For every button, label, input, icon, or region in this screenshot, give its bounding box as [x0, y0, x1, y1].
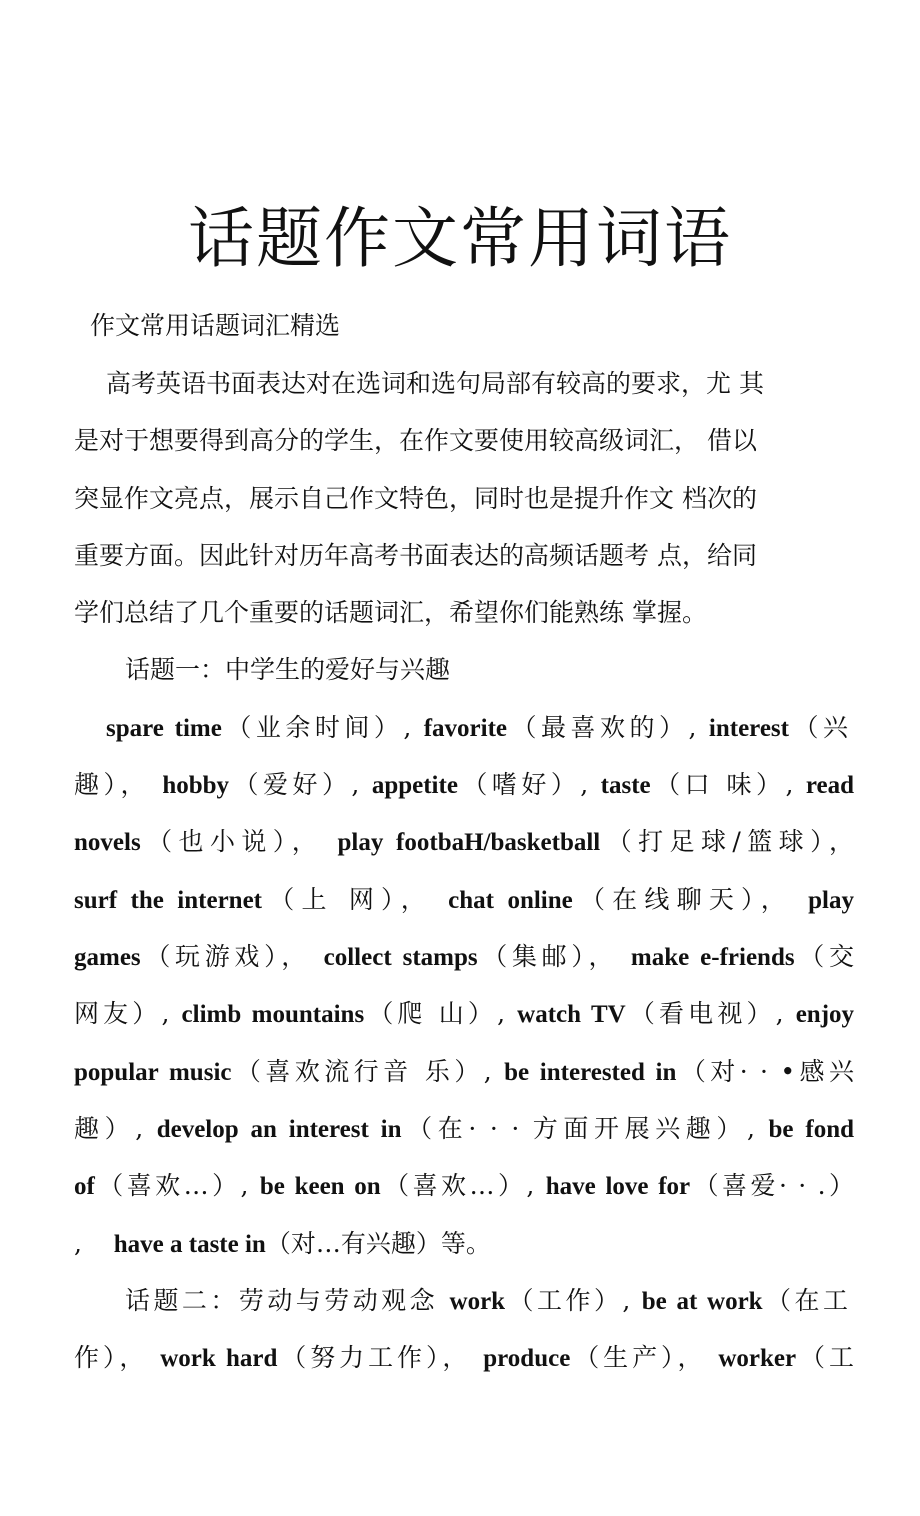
vocab-term: surf the internet [74, 887, 263, 914]
vocab-term: work hard [160, 1345, 278, 1372]
vocab-line [106, 708, 848, 744]
vocab-gloss: （喜爱· · .） [690, 1171, 855, 1200]
vocab-gloss: （集邮）， [477, 942, 619, 971]
vocab-term: have love for [545, 1173, 691, 1200]
vocab-gloss: （打足球/篮球）， [600, 827, 854, 856]
intro-line-5: 学们总结了几个重要的话题词汇，希望你们能熟练 掌握。 [74, 598, 707, 627]
vocab-gloss: （上 网）， [262, 885, 433, 914]
vocab-gloss: （对· · •感兴 [676, 1057, 854, 1086]
vocab-gloss: （生产）， [570, 1343, 707, 1372]
page-title: 话题作文常用词语 [188, 200, 732, 277]
vocab-term: spare time [106, 715, 222, 742]
vocab-line [74, 994, 854, 1030]
vocab-term: chat online [448, 887, 573, 914]
vocab-line [74, 1166, 854, 1202]
vocab-gloss: （口 味）, [650, 770, 794, 799]
vocab-gloss: （交 [794, 942, 854, 971]
vocab-gloss: （玩游戏）， [140, 942, 311, 971]
subtitle: 作文常用话题词汇精选 [90, 311, 341, 340]
vocab-gloss: （喜欢…）, [380, 1171, 535, 1200]
vocab-term: read [805, 772, 854, 799]
topic2-heading: 话题二：劳动与劳动观念 [125, 1286, 439, 1315]
vocab-gloss: （兴 [788, 713, 848, 742]
vocab-term: work [449, 1288, 506, 1315]
vocab-term: collect stamps [323, 944, 478, 971]
vocab-line [74, 822, 854, 858]
vocab-term: have a taste in [113, 1231, 266, 1258]
vocab-gloss: （嗜好）, [457, 770, 589, 799]
vocab-term: be at work [641, 1288, 763, 1315]
vocab-term: favorite [423, 715, 508, 742]
vocab-gloss: （在线聊天）， [572, 885, 793, 914]
vocab-gloss: （喜欢流行音 乐）, [231, 1057, 492, 1086]
vocab-gloss: （爱好）, [229, 770, 360, 799]
intro-line-3: 突显作文亮点，展示自己作文特色，同时也是提升作文 档次的 [74, 484, 757, 513]
vocab-term: climb mountains [181, 1001, 365, 1028]
vocab-gloss: （对…有兴趣）等。 [265, 1229, 491, 1258]
vocab-gloss: 趣）, [74, 1114, 144, 1143]
vocab-term: play [808, 887, 855, 914]
vocab-line [125, 1281, 848, 1317]
intro-line-2: 是对于想要得到高分的学生，在作文要使用较高级词汇， 借以 [74, 426, 757, 455]
vocab-gloss: （努力工作）， [277, 1343, 472, 1372]
vocab-term: develop an interest in [156, 1116, 402, 1143]
vocab-term: of [74, 1173, 95, 1200]
vocab-gloss: （也小说）， [140, 827, 324, 856]
vocab-line [74, 765, 854, 801]
vocab-term: worker [718, 1345, 797, 1372]
vocab-term: be keen on [259, 1173, 381, 1200]
vocab-term: be interested in [504, 1059, 677, 1086]
vocab-line [74, 1338, 854, 1374]
vocab-gloss: （工作）, [505, 1286, 631, 1315]
vocab-gloss: （在· · · 方面开展兴趣）, [401, 1114, 755, 1143]
vocab-line [74, 880, 854, 916]
topic1-heading: 话题一：中学生的爱好与兴趣 [125, 655, 451, 684]
vocab-term: make e-friends [630, 944, 795, 971]
vocab-gloss: （工 [796, 1343, 854, 1372]
vocab-term: hobby [162, 772, 230, 799]
intro-line-4: 重要方面。因此针对历年高考书面表达的高频话题考 点，给同 [74, 541, 757, 570]
vocab-term: appetite [371, 772, 458, 799]
vocab-term: games [74, 944, 141, 971]
vocab-gloss: （业余时间）, [221, 713, 412, 742]
vocab-gloss: 趣）， [74, 770, 150, 799]
vocab-gloss: （在工 [762, 1286, 848, 1315]
vocab-line [74, 1109, 854, 1145]
vocab-line [74, 1224, 854, 1260]
vocab-term: popular music [74, 1059, 232, 1086]
vocab-gloss: , [74, 1229, 82, 1258]
vocab-term: taste [600, 772, 651, 799]
vocab-term: interest [708, 715, 789, 742]
vocab-gloss: （爬 山）, [364, 999, 506, 1028]
vocab-gloss: （最喜欢的）, [507, 713, 697, 742]
vocab-gloss: 作）， [74, 1343, 149, 1372]
intro-line-1: 高考英语书面表达对在选词和选句局部有较高的要求，尤 其 [106, 369, 764, 398]
vocab-term: play footbaH/basketball [337, 829, 601, 856]
vocab-gloss: （看电视）, [625, 999, 784, 1028]
vocab-term: watch TV [517, 1001, 626, 1028]
vocab-term: be fond [768, 1116, 854, 1143]
vocab-term: produce [483, 1345, 571, 1372]
vocab-term: enjoy [795, 1001, 855, 1028]
vocab-gloss: （喜欢…）, [94, 1171, 249, 1200]
vocab-term: novels [74, 829, 141, 856]
vocab-line [74, 1052, 854, 1088]
vocab-gloss: 网友）, [74, 999, 170, 1028]
vocab-line [74, 937, 854, 973]
